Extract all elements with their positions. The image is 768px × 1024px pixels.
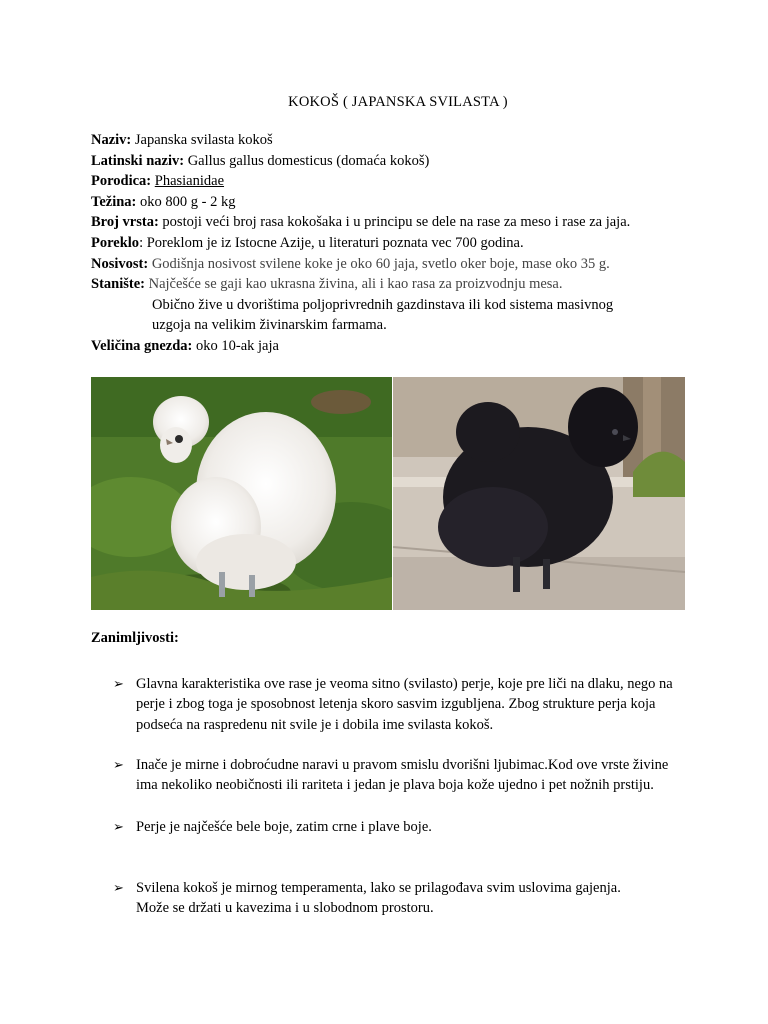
bullet-line: Može se držati u kavezima i u slobodnom prostoru. bbox=[136, 900, 434, 917]
fact-label: Nosivost: bbox=[91, 255, 149, 272]
arrow-bullet-icon: ➢ bbox=[113, 757, 124, 772]
fact-value: Godišnja nosivost svilene koke je oko 60 jaja, svetlo oker boje, mase oko 35 g. bbox=[148, 255, 610, 272]
fact-staniste-line2: Obično žive u dvorištima poljoprivrednih gazdinstava ili kod sistema masivnog bbox=[152, 296, 614, 313]
fact-value: : Poreklom je iz Istocne Azije, u literaturi poznata vec 700 godina. bbox=[139, 234, 524, 251]
fact-label: Naziv: bbox=[91, 132, 132, 148]
bullet-line: podseća na raspredenu nit svile je i dobila ime svilasta kokoš. bbox=[136, 716, 494, 733]
fact-velicina-gnezda bbox=[91, 336, 711, 357]
fact-latinski bbox=[91, 151, 711, 172]
bullet-line: ima nekoliko neobičnosti ili rariteta i jedan je plava boja kože ujedno i pet nožnih prstiju. bbox=[136, 777, 654, 794]
fact-porodica bbox=[91, 171, 711, 192]
white-silkie-photo bbox=[91, 377, 392, 610]
bullet-line: Svilena kokoš je mirnog temperamenta, lako se prilagođava svim uslovima gajenja. bbox=[136, 880, 621, 896]
fact-value: Japanska svilasta kokoš bbox=[131, 132, 273, 148]
fact-label: Latinski naziv: bbox=[91, 152, 185, 169]
fact-value: oko 10-ak jaja bbox=[192, 337, 279, 354]
fact-label: Poreklo bbox=[91, 234, 140, 251]
arrow-bullet-icon: ➢ bbox=[113, 880, 124, 895]
page-title: KOKOŠ ( JAPANSKA SVILASTA ) bbox=[288, 94, 508, 110]
bullet-line: Glavna karakteristika ove rase je veoma sitno (svilasto) perje, koje pre liči na dlaku, nego na bbox=[136, 676, 673, 692]
bullet-line: Perje je najčešće bele boje, zatim crne i plave boje. bbox=[136, 819, 432, 835]
fact-tezina bbox=[91, 192, 711, 213]
fact-staniste bbox=[91, 274, 711, 295]
fact-value: postoji veći broj rasa kokošaka i u principu se dele na rase za meso i rase za jaja. bbox=[158, 214, 631, 231]
fact-nosivost bbox=[91, 254, 711, 275]
fact-value: oko 800 g - 2 kg bbox=[136, 193, 236, 210]
fact-poreklo bbox=[91, 233, 711, 254]
fact-value: Najčešće se gaji kao ukrasna živina, ali i kao rasa za proizvodnju mesa. bbox=[144, 276, 563, 293]
fact-label: Težina: bbox=[91, 193, 137, 210]
fact-naziv bbox=[91, 130, 711, 151]
fact-label: Stanište: bbox=[91, 276, 145, 293]
porodica-link[interactable]: Phasianidae bbox=[154, 173, 225, 190]
fact-label: Broj vrsta: bbox=[91, 214, 159, 231]
bullet-line: Inače je mirne i dobroćudne naravi u pravom smislu dvorišni ljubimac.Kod ove vrste živine bbox=[136, 757, 669, 773]
zanimljivosti-heading: Zanimljivosti: bbox=[91, 630, 179, 646]
facts-list bbox=[91, 130, 711, 357]
arrow-bullet-icon: ➢ bbox=[113, 676, 124, 691]
fact-value: Gallus gallus domesticus (domaća kokoš) bbox=[184, 152, 430, 169]
black-silkie-photo bbox=[393, 377, 685, 610]
fact-staniste-line3: uzgoja na velikim živinarskim farmama. bbox=[152, 317, 387, 334]
bullet-line: perje i zbog toga je sposobnost letenja skoro sasvim izgubljena. Zbog strukture perja koja bbox=[136, 696, 656, 713]
fact-label: Veličina gnezda: bbox=[91, 337, 193, 354]
fact-label: Porodica: bbox=[91, 173, 152, 190]
fact-broj-vrsta bbox=[91, 212, 711, 233]
arrow-bullet-icon: ➢ bbox=[113, 819, 124, 834]
